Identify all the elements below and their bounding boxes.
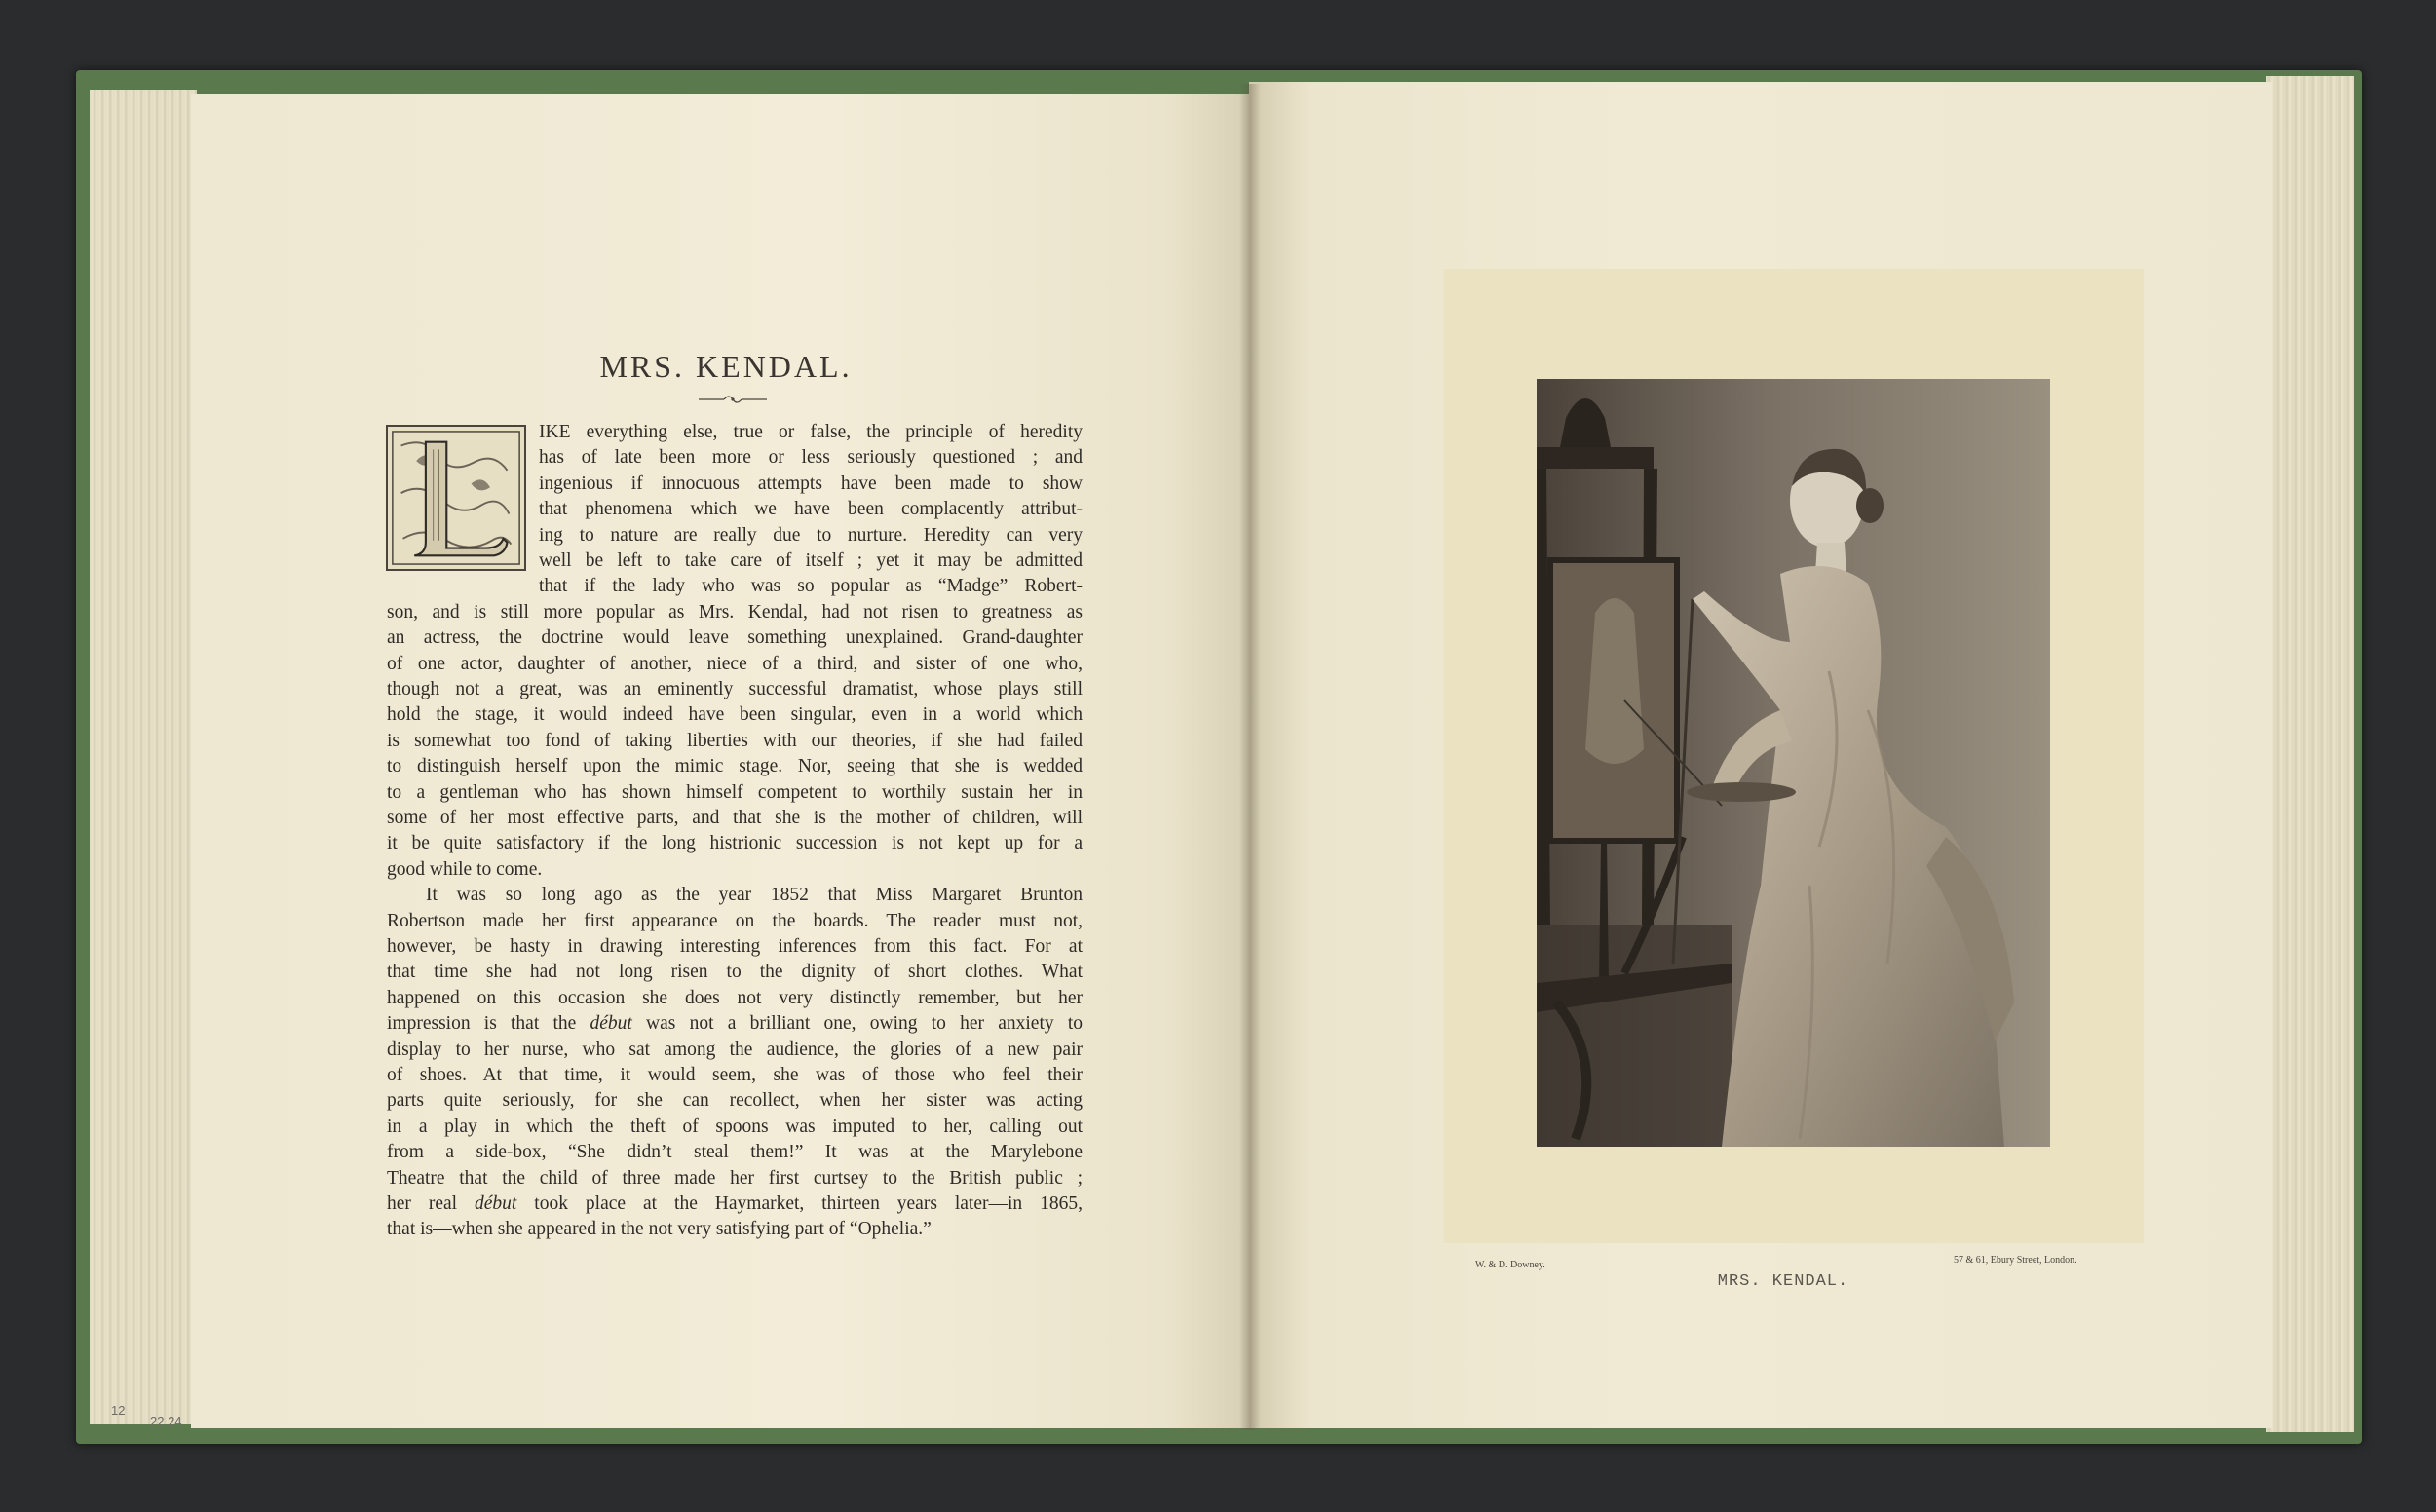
body-line: that is—when she appeared in the not very satisfying part of “Ophelia.” bbox=[387, 1219, 932, 1240]
shelfmark-number: 12 bbox=[111, 1403, 126, 1418]
photo-caption: MRS. KENDAL. bbox=[1717, 1272, 1849, 1291]
book-gutter bbox=[1239, 84, 1261, 1430]
body-line: impression is that the début was not a brilliant one, owing to her anxiety to bbox=[387, 1013, 1083, 1035]
shelfmark-range: 22 24 bbox=[150, 1415, 182, 1429]
body-line: though not a great, was an eminently successful dramatist, whose plays still bbox=[387, 679, 1083, 699]
right-page-edges bbox=[2266, 76, 2354, 1432]
body-line: parts quite seriously, for she can recollect, when her sister was acting bbox=[387, 1090, 1083, 1112]
body-line: in a play in which the theft of spoons was imputed to her, calling out bbox=[387, 1115, 1083, 1137]
body-line: son, and is still more popular as Mrs. Kendal, had not risen to greatness as bbox=[387, 601, 1083, 623]
body-line: happened on this occasion she does not very distinctly remember, but her bbox=[387, 987, 1083, 1008]
address-credit: 57 & 61, Ebury Street, London. bbox=[1954, 1255, 2077, 1266]
body-line: has of late been more or less seriously questioned ; and bbox=[539, 447, 1083, 469]
body-line: to a gentleman who has shown himself competent to worthily sustain her in bbox=[387, 781, 1083, 803]
left-page-edges bbox=[90, 90, 197, 1424]
body-line: It was so long ago as the year 1852 that Miss Margaret Brunton bbox=[426, 885, 1083, 906]
decorated-initial-L bbox=[386, 425, 526, 571]
body-line: good while to come. bbox=[387, 858, 543, 880]
body-line: ingenious if innocuous attempts have been made to show bbox=[539, 472, 1083, 494]
body-line: Robertson made her first appearance on the boards. The reader must not, bbox=[387, 910, 1083, 931]
body-line: that time she had not long risen to the dignity of short clothes. What bbox=[387, 962, 1083, 983]
body-line: hold the stage, it would indeed have been singular, even in a world which bbox=[387, 704, 1083, 726]
body-line: Theatre that the child of three made her first curtsey to the British public ; bbox=[387, 1167, 1083, 1189]
body-line: of one actor, daughter of another, niece of a third, and sister of one who, bbox=[387, 653, 1083, 674]
body-line: well be left to take care of itself ; yet it may be admitted bbox=[539, 550, 1083, 571]
body-line: is somewhat too fond of taking liberties with our theories, if she had failed bbox=[387, 730, 1083, 751]
portrait-photograph bbox=[1537, 379, 2050, 1147]
body-line: from a side-box, “She didn’t steal them!” It was at the Marylebone bbox=[387, 1142, 1083, 1163]
body-line: ing to nature are really due to nurture. Heredity can very bbox=[539, 524, 1083, 546]
body-line: to distinguish herself upon the mimic stage. Nor, seeing that she is wedded bbox=[387, 756, 1083, 777]
body-line: display to her nurse, who sat among the audience, the glories of a new pair bbox=[387, 1039, 1083, 1060]
body-line: that phenomena which we have been complacently attribut- bbox=[539, 499, 1083, 520]
page-title: MRS. KENDAL. bbox=[599, 349, 853, 384]
body-line: it be quite satisfactory if the long histrionic succession is not kept up for a bbox=[387, 833, 1083, 854]
body-line: of shoes. At that time, it would seem, she was of those who feel their bbox=[387, 1065, 1083, 1085]
body-line: however, be hasty in drawing interesting inferences from this fact. For at bbox=[387, 936, 1083, 957]
title-ornament bbox=[699, 393, 767, 406]
photographer-credit: W. & D. Downey. bbox=[1475, 1260, 1545, 1270]
body-line: some of her most effective parts, and that she is the mother of children, will bbox=[387, 808, 1083, 828]
body-line: her real début took place at the Haymarket, thirteen years later—in 1865, bbox=[387, 1193, 1083, 1214]
body-line: that if the lady who was so popular as “Madge” Robert- bbox=[539, 576, 1083, 597]
body-line: an actress, the doctrine would leave something unexplained. Grand-daughter bbox=[387, 627, 1083, 649]
body-line: IKE everything else, true or false, the principle of heredity bbox=[539, 422, 1083, 442]
